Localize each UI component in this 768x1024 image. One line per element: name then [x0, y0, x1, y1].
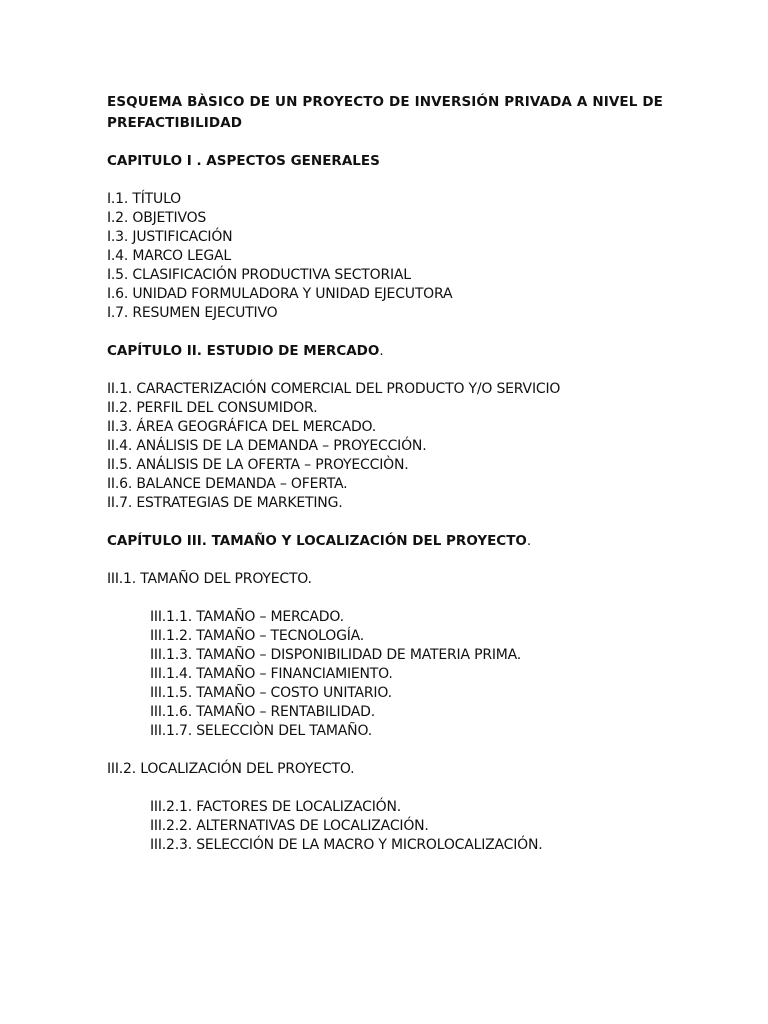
list-item: I.3. JUSTIFICACIÓN [107, 229, 233, 245]
list-item: III.1.1. TAMAÑO – MERCADO. [150, 609, 344, 625]
list-item: III.1.3. TAMAÑO – DISPONIBILIDAD DE MATERIA PRIMA. [150, 647, 522, 663]
list-item: I.7. RESUMEN EJECUTIVO [107, 305, 278, 321]
title-line-1: ESQUEMA BÀSICO DE UN PROYECTO DE INVERSIÓN PRIVADA A NIVEL DE [107, 94, 663, 110]
chapter-3-heading-period: . [526, 533, 532, 549]
list-item: III.1.5. TAMAÑO – COSTO UNITARIO. [150, 685, 392, 701]
list-item: I.2. OBJETIVOS [107, 210, 207, 226]
chapter-3-section-2-list [107, 798, 663, 855]
chapter-1-list [107, 190, 663, 323]
chapter-3-section-1-list [107, 608, 663, 741]
chapter-3-heading: CAPÍTULO III. TAMAÑO Y LOCALIZACIÓN DEL PROYECTO. [107, 533, 532, 549]
list-item: II.4. ANÁLISIS DE LA DEMANDA – PROYECCIÓN. [107, 438, 427, 454]
list-item: I.5. CLASIFICACIÓN PRODUCTIVA SECTORIAL [107, 267, 411, 283]
section-heading: III.2. LOCALIZACIÓN DEL PROYECTO. [107, 761, 355, 777]
chapter-3-section-1 [107, 570, 663, 589]
list-item: I.6. UNIDAD FORMULADORA Y UNIDAD EJECUTORA [107, 286, 453, 302]
list-item: III.2.2. ALTERNATIVAS DE LOCALIZACIÓN. [150, 818, 429, 834]
list-item: III.1.6. TAMAÑO – RENTABILIDAD. [150, 704, 375, 720]
chapter-2-heading-period: . [379, 343, 384, 359]
list-item: I.1. TÍTULO [107, 191, 181, 207]
list-item: II.5. ANÁLISIS DE LA OFERTA – PROYECCIÒN. [107, 457, 409, 473]
list-item: II.6. BALANCE DEMANDA – OFERTA. [107, 476, 348, 492]
list-item: III.1.7. SELECCIÒN DEL TAMAÑO. [150, 723, 372, 739]
list-item: III.2.1. FACTORES DE LOCALIZACIÓN. [150, 799, 402, 815]
list-item: III.1.4. TAMAÑO – FINANCIAMIENTO. [150, 666, 393, 682]
document-title [107, 92, 663, 134]
list-item: II.2. PERFIL DEL CONSUMIDOR. [107, 400, 318, 416]
chapter-1-heading: CAPITULO I . ASPECTOS GENERALES [107, 153, 380, 169]
chapter-3-section-2 [107, 760, 663, 779]
chapter-2-list [107, 380, 663, 513]
list-item: I.4. MARCO LEGAL [107, 248, 231, 264]
title-line-2: PREFACTIBILIDAD [107, 115, 243, 131]
list-item: III.2.3. SELECCIÓN DE LA MACRO Y MICROLOCALIZACIÓN. [150, 837, 543, 853]
list-item: II.3. ÁREA GEOGRÁFICA DEL MERCADO. [107, 419, 377, 435]
chapter-2-heading: CAPÍTULO II. ESTUDIO DE MERCADO. [107, 343, 384, 359]
section-heading: III.1. TAMAÑO DEL PROYECTO. [107, 571, 312, 587]
list-item: II.1. CARACTERIZACIÓN COMERCIAL DEL PRODUCTO Y/O SERVICIO [107, 381, 561, 397]
list-item: II.7. ESTRATEGIAS DE MARKETING. [107, 495, 343, 511]
document-page [107, 92, 663, 855]
list-item: III.1.2. TAMAÑO – TECNOLOGÍA. [150, 628, 365, 644]
